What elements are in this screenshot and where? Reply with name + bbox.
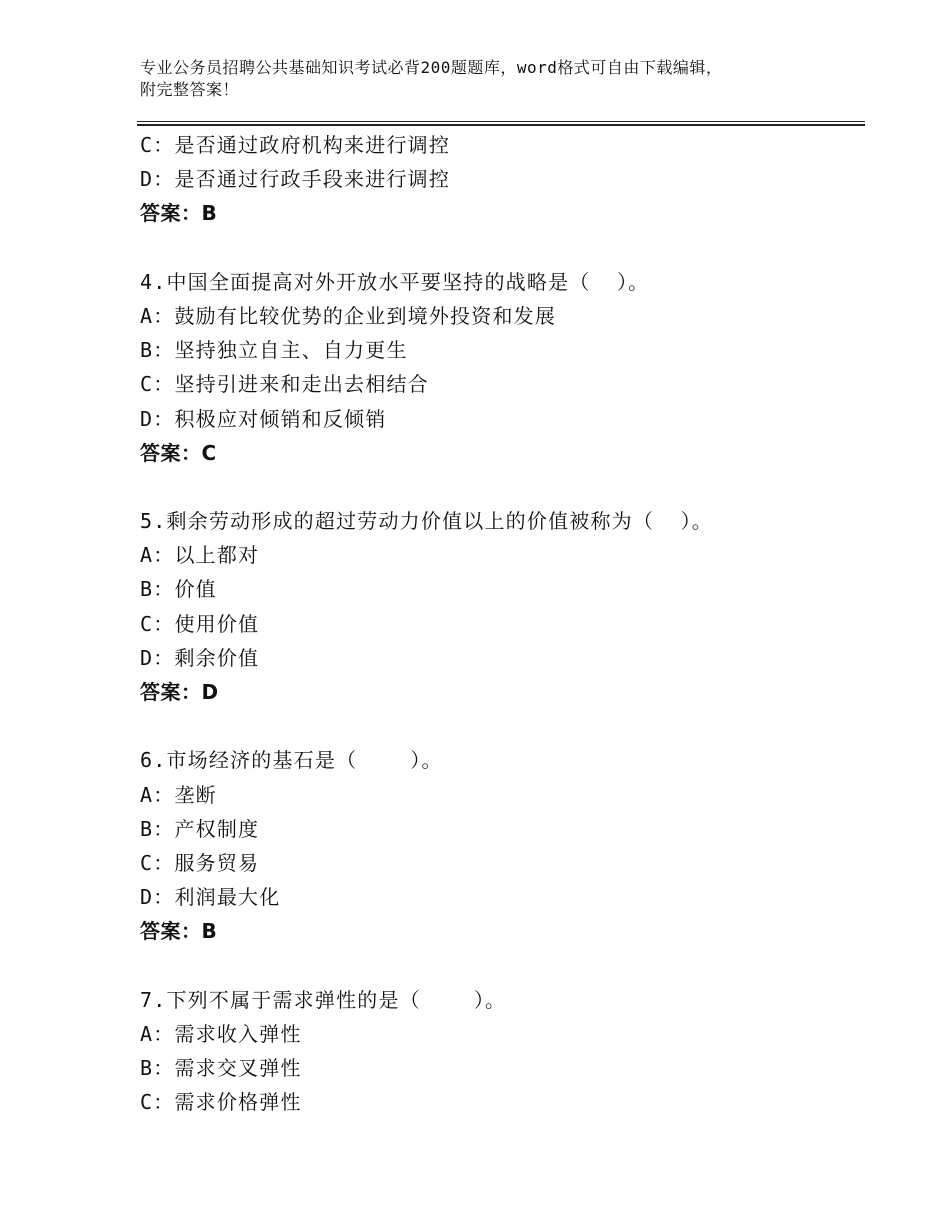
option-d: D：剩余价值: [140, 645, 260, 670]
option-d: D：是否通过行政手段来进行调控: [140, 167, 451, 192]
spacer: [140, 709, 880, 743]
question-stem: 7.下列不属于需求弹性的是（ ）。: [140, 987, 507, 1012]
question-stem: 5.剩余劳动形成的超过劳动力价值以上的价值被称为（ ）。: [140, 509, 713, 534]
header-line-2: 附完整答案！: [140, 80, 240, 99]
option-c: C：使用价值: [140, 611, 260, 636]
question-partial: [140, 128, 880, 231]
answer-label: 答案：B: [140, 919, 218, 944]
spacer: [140, 470, 880, 504]
question-stem: 6.市场经济的基石是（ ）。: [140, 748, 443, 773]
header-line-1: 专业公务员招聘公共基础知识考试必背200题题库，word格式可自由下载编辑，: [140, 58, 723, 77]
option-c: C：是否通过政府机构来进行调控: [140, 133, 451, 157]
option-a: A：需求收入弹性: [140, 1021, 302, 1046]
question-5: [140, 504, 880, 709]
answer-label: 答案：B: [140, 201, 218, 226]
page-header: [140, 57, 840, 101]
option-b: B：价值: [140, 577, 217, 602]
spacer: [140, 949, 880, 983]
question-7: [140, 983, 880, 1120]
question-stem: 4.中国全面提高对外开放水平要坚持的战略是（ ）。: [140, 269, 650, 294]
answer-label: 答案：C: [140, 440, 217, 465]
header-divider-thin: [137, 121, 865, 122]
option-d: D：利润最大化: [140, 885, 281, 910]
option-b: B：需求交叉弹性: [140, 1056, 302, 1081]
option-d: D：积极应对倾销和反倾销: [140, 406, 387, 431]
option-a: A：鼓励有比较优势的企业到境外投资和发展: [140, 303, 557, 328]
option-c: C：需求价格弹性: [140, 1090, 302, 1115]
spacer: [140, 231, 880, 265]
answer-label: 答案：D: [140, 680, 219, 704]
question-6: [140, 743, 880, 948]
option-c: C：坚持引进来和走出去相结合: [140, 372, 429, 397]
option-c: C：服务贸易: [140, 850, 260, 875]
option-a: A：垄断: [140, 782, 217, 807]
option-a: A：以上都对: [140, 543, 260, 568]
header-divider-thick: [137, 124, 865, 126]
option-b: B：坚持独立自主、自力更生: [140, 338, 408, 363]
question-list: [140, 128, 880, 1119]
option-b: B：产权制度: [140, 816, 260, 841]
question-4: [140, 265, 880, 470]
